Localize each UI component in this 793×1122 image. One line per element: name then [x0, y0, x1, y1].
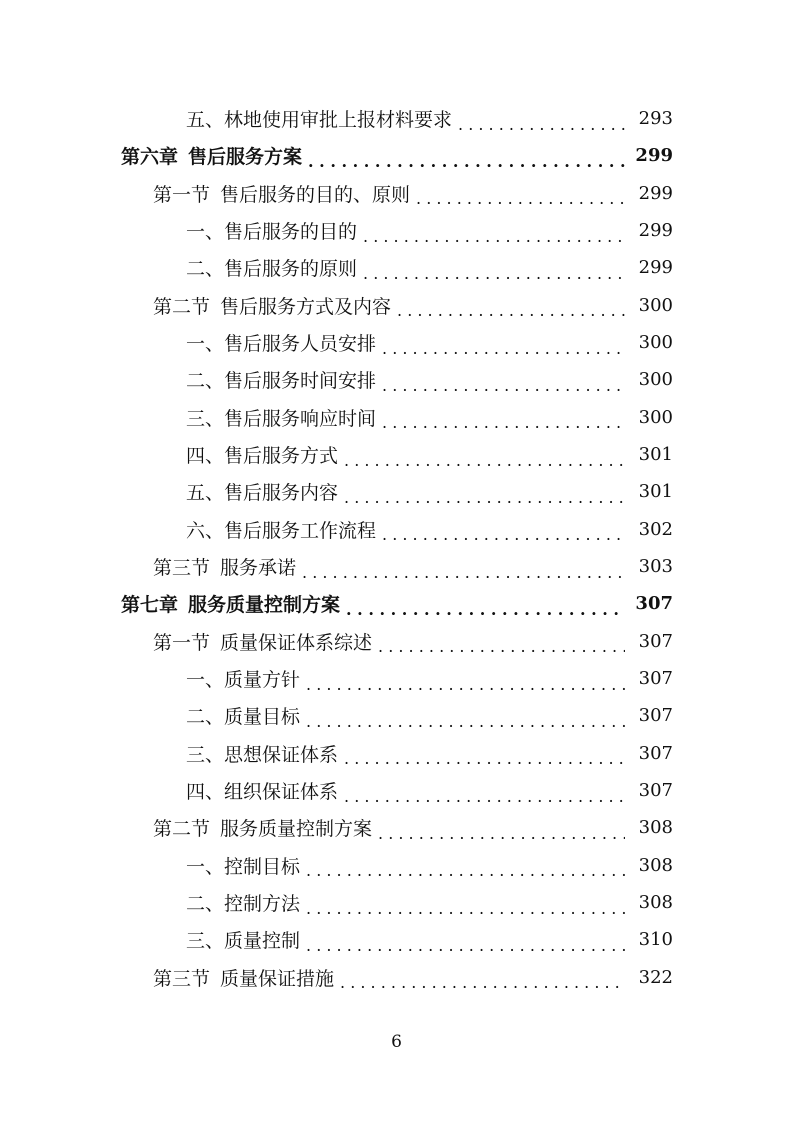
- toc-dot-leader: [382, 374, 625, 394]
- toc-entry[interactable]: [0, 772, 793, 809]
- toc-dot-leader: [382, 523, 625, 543]
- toc-entry-title: 控制方法: [224, 893, 301, 916]
- toc-entry-label: [121, 590, 340, 617]
- toc-entry-title: 售后服务内容: [224, 482, 339, 505]
- toc-entry-label: [121, 142, 302, 169]
- toc-entry-title: 售后服务的目的: [224, 221, 358, 244]
- toc-entry-title: 服务质量控制方案: [220, 818, 373, 841]
- toc-entry-title: 思想保证体系: [224, 743, 339, 766]
- page-number: 6: [391, 1032, 402, 1052]
- toc-entry-title: 质量目标: [224, 706, 301, 729]
- toc-dot-leader: [302, 561, 625, 581]
- toc-entry-page: 299: [638, 182, 673, 204]
- toc-entry-number: 第二节: [153, 818, 211, 841]
- toc-entry-number: 二、: [186, 258, 225, 281]
- toc-dot-leader: [378, 822, 625, 842]
- toc-entry-number: 一、: [186, 333, 225, 356]
- toc-entry-title: 服务质量控制方案: [188, 594, 341, 617]
- toc-entry-number: 四、: [186, 445, 225, 468]
- toc-entry[interactable]: [0, 735, 793, 772]
- toc-entry-label: [186, 777, 338, 804]
- toc-entry-label: [186, 329, 376, 356]
- table-of-contents: [0, 100, 793, 996]
- toc-dot-leader: [306, 897, 625, 917]
- toc-dot-leader: [416, 187, 625, 207]
- toc-entry-title: 售后服务的原则: [224, 258, 358, 281]
- toc-entry-page: 308: [638, 817, 673, 839]
- toc-entry-number: 一、: [186, 669, 225, 692]
- toc-entry-number: 三、: [186, 743, 225, 766]
- toc-entry-page: 307: [638, 742, 673, 764]
- toc-entry-number: 第七章: [121, 594, 179, 617]
- toc-entry[interactable]: [0, 809, 793, 846]
- toc-entry-page: 303: [638, 556, 673, 578]
- toc-entry[interactable]: [0, 287, 793, 324]
- toc-entry-label: [153, 553, 296, 580]
- toc-entry[interactable]: [0, 585, 793, 622]
- toc-entry-page: 293: [638, 108, 673, 130]
- toc-entry-label: [186, 441, 338, 468]
- toc-dot-leader: [397, 299, 625, 319]
- toc-entry-title: 售后服务人员安排: [224, 333, 377, 356]
- toc-entry-label: [186, 740, 338, 767]
- toc-entry-label: [186, 889, 300, 916]
- toc-entry-label: [186, 665, 300, 692]
- toc-entry-title: 售后服务方式: [224, 445, 339, 468]
- toc-entry-number: 一、: [186, 855, 225, 878]
- toc-entry[interactable]: [0, 511, 793, 548]
- toc-dot-leader: [458, 113, 625, 133]
- toc-entry-title: 质量保证措施: [220, 967, 335, 990]
- toc-entry[interactable]: [0, 212, 793, 249]
- toc-entry-title: 质量保证体系综述: [220, 631, 373, 654]
- toc-entry-number: 六、: [186, 519, 225, 542]
- toc-entry-title: 质量控制: [224, 930, 301, 953]
- toc-entry-label: [186, 404, 376, 431]
- toc-entry-title: 售后服务方式及内容: [220, 295, 392, 318]
- toc-entry-page: 307: [638, 630, 673, 652]
- toc-entry-page: 308: [638, 854, 673, 876]
- toc-dot-leader: [363, 262, 625, 282]
- toc-entry-page: 307: [638, 780, 673, 802]
- toc-entry-number: 三、: [186, 407, 225, 430]
- toc-entry-title: 控制目标: [224, 855, 301, 878]
- toc-entry[interactable]: [0, 324, 793, 361]
- toc-dot-leader: [344, 449, 625, 469]
- toc-entry-label: [153, 964, 334, 991]
- toc-entry-title: 服务承诺: [220, 557, 297, 580]
- toc-dot-leader: [382, 411, 625, 431]
- toc-dot-leader: [308, 150, 625, 170]
- toc-dot-leader: [344, 747, 625, 767]
- toc-dot-leader: [340, 971, 625, 991]
- toc-entry-number: 五、: [186, 109, 225, 132]
- toc-entry[interactable]: [0, 361, 793, 398]
- toc-entry-number: 第一节: [153, 183, 211, 206]
- toc-dot-leader: [306, 710, 625, 730]
- toc-entry[interactable]: [0, 399, 793, 436]
- toc-entry-title: 组织保证体系: [224, 781, 339, 804]
- toc-dot-leader: [344, 486, 625, 506]
- toc-entry-page: 301: [638, 444, 673, 466]
- toc-dot-leader: [344, 785, 625, 805]
- toc-entry-page: 322: [638, 966, 673, 988]
- toc-entry-page: 300: [638, 332, 673, 354]
- toc-entry-number: 二、: [186, 706, 225, 729]
- toc-entry[interactable]: [0, 921, 793, 958]
- toc-entry[interactable]: [0, 175, 793, 212]
- toc-entry[interactable]: [0, 137, 793, 174]
- toc-dot-leader: [306, 934, 625, 954]
- toc-entry-label: [153, 180, 410, 207]
- toc-entry-label: [186, 702, 300, 729]
- toc-entry[interactable]: [0, 884, 793, 921]
- toc-entry-label: [186, 366, 376, 393]
- toc-entry-number: 第二节: [153, 295, 211, 318]
- toc-entry-page: 307: [638, 705, 673, 727]
- toc-entry-number: 三、: [186, 930, 225, 953]
- toc-entry-title: 林地使用审批上报材料要求: [224, 109, 453, 132]
- toc-entry-title: 售后服务方案: [188, 146, 303, 169]
- toc-entry-number: 四、: [186, 781, 225, 804]
- toc-dot-leader: [378, 635, 625, 655]
- toc-entry[interactable]: [0, 847, 793, 884]
- toc-entry[interactable]: [0, 436, 793, 473]
- toc-entry-title: 售后服务的目的、原则: [220, 183, 411, 206]
- toc-entry[interactable]: [0, 697, 793, 734]
- toc-entry-label: [186, 254, 357, 281]
- toc-entry-page: 307: [638, 668, 673, 690]
- toc-entry-page: 310: [638, 929, 673, 951]
- toc-entry-number: 一、: [186, 221, 225, 244]
- toc-entry-label: [186, 852, 300, 879]
- toc-entry-page: 300: [638, 406, 673, 428]
- toc-entry-number: 第三节: [153, 557, 211, 580]
- toc-entry-page: 302: [638, 518, 673, 540]
- toc-entry-title: 质量方针: [224, 669, 301, 692]
- toc-entry-label: [186, 105, 452, 132]
- toc-entry-page: 299: [638, 220, 673, 242]
- toc-entry-label: [186, 926, 300, 953]
- toc-entry-label: [153, 814, 372, 841]
- toc-dot-leader: [306, 859, 625, 879]
- toc-entry[interactable]: [0, 100, 793, 137]
- toc-entry-number: 第六章: [121, 146, 179, 169]
- toc-entry-page: 307: [635, 593, 673, 615]
- toc-entry-number: 五、: [186, 482, 225, 505]
- toc-entry-number: 第一节: [153, 631, 211, 654]
- toc-entry-label: [186, 217, 357, 244]
- toc-entry[interactable]: [0, 548, 793, 585]
- toc-entry-title: 售后服务时间安排: [224, 370, 377, 393]
- toc-entry-label: [153, 628, 372, 655]
- toc-entry[interactable]: [0, 959, 793, 996]
- toc-entry-title: 售后服务响应时间: [224, 407, 377, 430]
- toc-entry-page: 301: [638, 481, 673, 503]
- toc-entry-label: [186, 478, 338, 505]
- toc-entry-page: 299: [638, 257, 673, 279]
- toc-dot-leader: [363, 225, 625, 245]
- toc-entry-page: 300: [638, 294, 673, 316]
- toc-entry-label: [153, 292, 391, 319]
- toc-entry-page: 300: [638, 369, 673, 391]
- toc-entry-number: 第三节: [153, 967, 211, 990]
- toc-entry-label: [186, 516, 376, 543]
- toc-entry-page: 299: [635, 145, 673, 167]
- toc-dot-leader: [306, 673, 625, 693]
- toc-entry[interactable]: [0, 660, 793, 697]
- toc-entry[interactable]: [0, 249, 793, 286]
- toc-dot-leader: [346, 598, 625, 618]
- toc-entry-number: 二、: [186, 893, 225, 916]
- toc-entry[interactable]: [0, 623, 793, 660]
- toc-entry-page: 308: [638, 892, 673, 914]
- toc-dot-leader: [382, 337, 625, 357]
- toc-entry[interactable]: [0, 473, 793, 510]
- toc-entry-number: 二、: [186, 370, 225, 393]
- toc-entry-title: 售后服务工作流程: [224, 519, 377, 542]
